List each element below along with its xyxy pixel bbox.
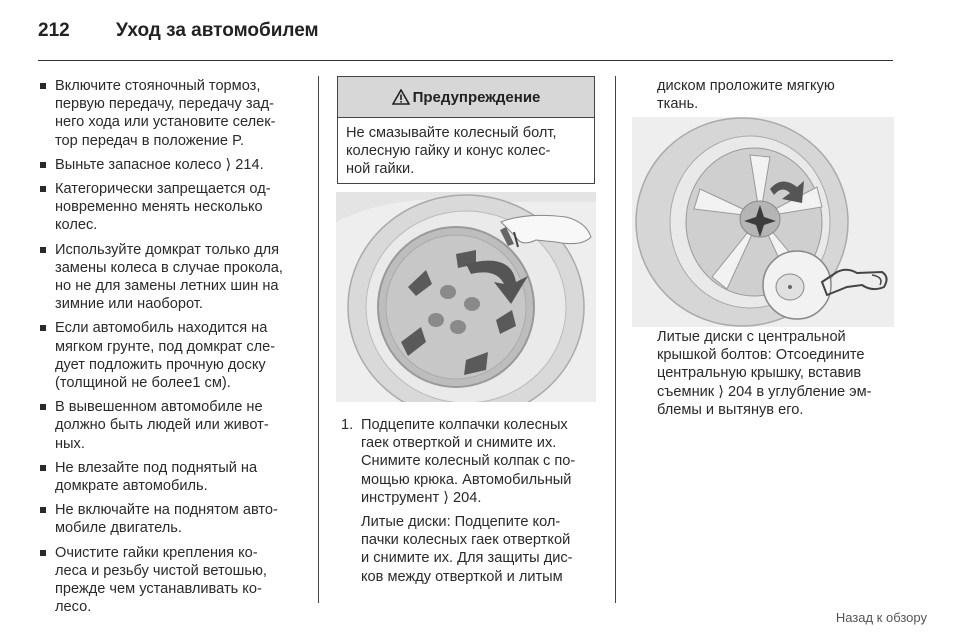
bullet-line: Не влезайте под поднятый на (55, 459, 258, 476)
continued-line: диском проложите мягкую (657, 78, 835, 94)
back-to-overview-link[interactable]: Назад к обзору (835, 610, 927, 625)
bullet-line: мягком грунте, под домкрат сле- (55, 338, 276, 355)
warning-box (337, 76, 595, 184)
bullet-item (38, 180, 306, 235)
alloy-wheel-illustration (632, 117, 894, 327)
step-line: Снимите колесный колпак с по- (361, 453, 576, 470)
alloy-cap-text (657, 328, 897, 419)
bullet-item (38, 156, 306, 174)
bullet-line: Категорически запрещается од- (55, 181, 271, 198)
bullet-item (38, 241, 306, 314)
bullet-line: мобиле двигатель. (55, 520, 182, 537)
bullet-item (38, 319, 306, 392)
hubcap-removal-illustration (336, 192, 596, 402)
page-number: 212 (38, 20, 70, 41)
bullet-line: первую передачу, передачу зад- (55, 96, 275, 113)
column-divider-2 (615, 76, 616, 603)
bullet-square-icon (40, 404, 46, 410)
bullet-line: лесо. (55, 599, 92, 616)
page-title: Уход за автомобилем (116, 20, 319, 41)
alloy-paragraph (341, 513, 601, 586)
bullet-square-icon (40, 83, 46, 89)
bullet-line: домкрате автомобиль. (55, 478, 208, 495)
instruction-bullet-list (38, 77, 306, 616)
bullet-line: Если автомобиль находится на (55, 320, 268, 337)
alloy-line: Литые диски: Подцепите кол- (361, 514, 561, 531)
alloy-cap-line: крышкой болтов: Отсоедините (657, 347, 865, 364)
bullet-line: леса и резьбу чистой ветошью, (55, 562, 267, 579)
bullet-line: Не включайте на поднятом авто- (55, 502, 278, 519)
header-divider (38, 60, 893, 61)
step-line: Подцепите колпачки колесных (361, 417, 568, 433)
bullet-line: В вывешенном автомобиле не (55, 399, 263, 416)
warning-line: ной гайки. (346, 161, 415, 178)
bullet-line: прежде чем устанавливать ко- (55, 581, 262, 598)
alloy-cap-line: Литые диски с центральной (657, 329, 846, 345)
warning-header (338, 77, 594, 118)
bullet-line: дует подложить прочную доску (55, 356, 266, 373)
bullet-item (38, 459, 306, 495)
bullet-line: (толщиной не более1 см). (55, 375, 231, 392)
alloy-cap-line: центральную крышку, вставив (657, 365, 862, 382)
bullet-square-icon (40, 325, 46, 331)
bullet-line: него хода или установите селек- (55, 114, 276, 131)
step-line: гаек отверткой и снимите их. (361, 435, 557, 452)
continued-text (657, 77, 887, 113)
page-header (0, 0, 954, 62)
bullet-line: замены колеса в случае прокола, (55, 259, 283, 276)
warning-text (338, 118, 594, 185)
alloy-cap-line: съемник ⟩ 204 в углубление эм- (657, 383, 872, 400)
bullet-item (38, 77, 306, 150)
warning-line: Не смазывайте колесный болт, (346, 125, 557, 141)
bullet-line: Очистите гайки крепления ко- (55, 544, 258, 561)
step-line: мощью крюка. Автомобильный (361, 471, 572, 488)
bullet-line: ных. (55, 435, 85, 452)
bullet-square-icon (40, 465, 46, 471)
step-paragraph (341, 416, 601, 507)
warning-triangle-icon (392, 89, 410, 105)
alloy-line: пачки колесных гаек отверткой (361, 532, 571, 549)
bullet-line: колес. (55, 217, 98, 234)
bullet-line: тор передач в положение P. (55, 132, 245, 149)
bullet-item (38, 398, 306, 453)
bullet-square-icon (40, 247, 46, 253)
bullet-square-icon (40, 186, 46, 192)
column-divider-1 (318, 76, 319, 603)
alloy-wheel-icon (632, 117, 894, 327)
bullet-line: зимние или наоборот. (55, 296, 203, 313)
bullet-item (38, 544, 306, 617)
bullet-line: новременно менять несколько (55, 199, 263, 216)
warning-line: колесную гайку и конус колес- (346, 143, 551, 160)
step-number: 1. (341, 417, 354, 433)
left-column (38, 77, 306, 622)
bullet-square-icon (40, 507, 46, 513)
alloy-line: и снимите их. Для защиты дис- (361, 550, 573, 567)
bullet-line: Включите стояночный тормоз, (55, 78, 261, 94)
bullet-square-icon (40, 162, 46, 168)
bullet-line: Используйте домкрат только для (55, 241, 280, 258)
step-text (341, 416, 601, 592)
warning-title: Предупреждение (412, 88, 541, 106)
bullet-square-icon (40, 550, 46, 556)
step-line: инструмент ⟩ 204. (361, 489, 482, 506)
bullet-line: Выньте запасное колесо ⟩ 214. (55, 156, 264, 173)
wheel-cover-hook-icon (336, 192, 596, 402)
bullet-line: должно быть людей или живот- (55, 417, 269, 434)
bullet-item (38, 501, 306, 537)
bullet-line: но не для замены летних шин на (55, 278, 279, 295)
alloy-line: ков между отверткой и литым (361, 568, 563, 585)
continued-line: ткань. (657, 96, 699, 113)
alloy-cap-line: блемы и вытянув его. (657, 401, 804, 418)
